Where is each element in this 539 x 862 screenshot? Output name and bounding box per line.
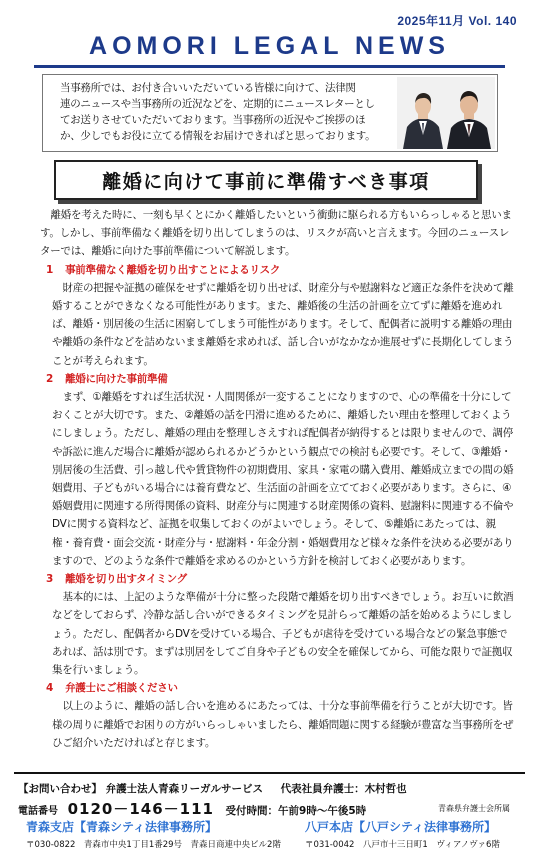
section-title: 事前準備なく離婚を切り出すことによるリスク [65,263,281,276]
representative: 代表社員弁護士：木村哲也 [280,783,407,795]
issue-label: 2025年11月 Vol. 140 [397,14,517,28]
business-hours: 受付時間：午前9時～午後5時 [225,805,367,817]
article [40,206,516,752]
intro-line: 当事務所では、お付き合いいただいている皆様に向けて、法律関 [60,82,356,94]
intro-line: 連のニュースや当事務所の近況などを、定期的にニュースレターとし [60,98,375,110]
aomori-address: 〒030-0822 青森市中央1丁目1番29号 青森日商連中央ビル2階 [26,840,281,850]
intro-line: か、少しでもお役に立てる情報をお届けできればと思っております。 [60,130,376,142]
section-body: まず、①離婚をすれば生活状況・人間関係が一変することになりますので、心の準備を十分にしておくことが大切です。また、②離婚の話を円滑に進めるために、離婚したい理由を整理しておくようにしましょう。ただし、離婚の理由を整理しさえすれば配偶者が納得するとは限りませんので、調停や訴訟に進んだ場合に離婚が認められるかどうかという観点での検討も必要です。そして、③離婚・別居後の生活費、引っ越し代や賃貸物件の初期費用、家具・家電の購入費用、離婚成立までの間の婚姻費用、子どもがいる場合には養育費など、生活面の計画を立てておく必要があります。さらに、④婚姻費用に関連する所得関係の資料、財産分与に関連する財産関係の資料、慰謝料に関連する不倫やDVに関する資料など、証拠を収集しておくのがよいでしょう。そして、⑤離婚にあたっては、親権・養育費・面会交流・財産分与・慰謝料・年金分割・婚姻費用など様々な条件を決める必要がありますので、どのような条件で離婚を求めるのかという方針を検討しておく必要があります。 [52,391,514,567]
newsletter-masthead: AOMORI LEGAL NEWS [89,32,450,60]
contact-firm: 【お問い合わせ】 弁護士法人青森リーガルサービス [18,783,263,795]
hachinohe-address: 〒031-0042 八戸市十三日町1 ヴィアノヴァ6階 [305,840,500,850]
article-lead: 離婚を考えた時に、一刻も早くとにかく離婚したいという衝動に駆られる方もいらっしゃると思います。しかし、事前準備なく離婚を切り出してしまうのは、リスクが高いと言えます。今回のニュースレターでは、離婚に向けた事前準備について解説します。 [40,209,512,258]
section-title: 離婚に向けた事前準備 [65,372,168,385]
hachinohe-head-office: 八戸本店【八戸シティ法律事務所】 [305,820,497,834]
section-number: 3 [46,573,54,586]
phone-number[interactable]: 0120－146－111 [67,800,214,818]
intro-line: てお送りさせていただいております。当事務所の近況やご挨拶のほ [60,114,366,126]
section-heading [46,570,516,588]
section-number: 1 [46,263,54,276]
section-title: 弁護士にご相談ください [65,682,178,695]
section-heading [46,261,516,279]
bar-association: 青森県弁護士会所属 [438,804,510,813]
aomori-branch: 青森支店【青森シティ法律事務所】 [26,820,218,834]
section-heading [46,370,516,388]
section-body: 財産の把握や証拠の確保をせずに離婚を切り出せば、財産分与や慰謝料など適正な条件を決めて離婚することができなくなる可能性があります。また、離婚後の生活の計画を立てずに離婚を進めれば、離婚・別居後の生活に困窮してしまう可能性があります。そして、配偶者に説明する離婚の理由や離婚の条件などを詰めないまま離婚を求めれば、話し合いがなかなか進展せずに長期化してしまうことが考えられます。 [52,281,514,367]
intro-text [60,80,388,144]
phone-label: 電話番号 [18,806,58,817]
two-lawyers-photo-icon [397,77,495,149]
contact-line [18,781,528,796]
section-heading [46,679,516,697]
masthead-rule [34,65,505,68]
section-body: 以上のように、離婚の話し合いを進めるにあたっては、十分な事前準備を行うことが大切です。皆様の周りに離婚でお困りの方がいらっしゃいましたら、離婚問題に関する経験が豊富な当事務所をぜひご紹介いただければと存じます。 [52,700,514,749]
footer-rule [14,772,525,774]
section-body: 基本的には、上記のような準備が十分に整った段階で離婚を切り出すべきでしょう。お互いに飲酒などをしておらず、冷静な話し合いができるタイミングを見計らって離婚の話を始めるようにしましょう。ただし、配偶者からDVを受けている場合、子どもが虐待を受けている場合などの緊急事態であれば、話は別です。まずは別居をしてご自身や子どもの安全を確保してから、可能な限りで証拠収集を行いましょう。 [52,591,514,677]
article-headline: 離婚に向けて事前に準備すべき事項 [102,170,430,193]
section-number: 4 [46,682,54,695]
phone-row [18,798,528,819]
lawyers-photo [397,77,495,149]
section-title: 離婚を切り出すタイミング [65,573,187,586]
headline-box [54,160,478,200]
section-number: 2 [46,372,54,385]
